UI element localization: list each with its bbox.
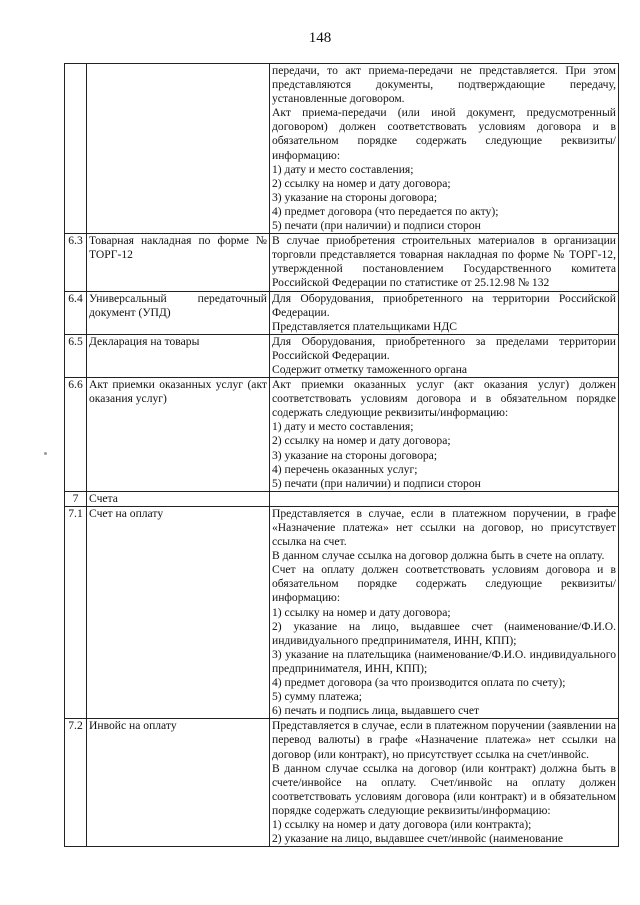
requirement-paragraph: 1) ссылку на номер и дату договора;	[272, 605, 451, 619]
requirement-paragraph: 5) печати (при наличии) и подписи сторон	[272, 219, 481, 233]
table-row	[65, 291, 619, 334]
requirement-paragraph: Представляется в случае, если в платежном поручении (заявлении на перевод валюты) в графе «Назначение платежа» нет ссылки на договор (или контракт), но присутствует ссылка на счет/инвойс.	[272, 719, 616, 761]
row-number: 7.2	[65, 719, 87, 847]
requirement-paragraph: Акт приема-передачи (или иной документ, предусмотренный договором) должен соответствовать условиям договора и в обязательном порядке содержать следующие реквизиты/информацию:	[272, 106, 616, 162]
document-requirements	[270, 234, 619, 291]
document-name: Товарная накладная по форме № ТОРГ-12	[87, 234, 270, 291]
table-row	[65, 234, 619, 291]
document-name: Универсальный передаточный документ (УПД)	[87, 291, 270, 334]
table-body	[65, 64, 619, 847]
document-requirements	[270, 291, 619, 334]
requirement-paragraph: Содержит отметку таможенного органа	[272, 362, 468, 376]
document-name: Счета	[87, 491, 270, 506]
row-number: 6.3	[65, 234, 87, 291]
row-number: 6.5	[65, 334, 87, 377]
requirement-paragraph: 3) указание на стороны договора;	[272, 448, 438, 462]
document-requirements	[270, 506, 619, 718]
requirement-paragraph: 3) указание на стороны договора;	[272, 190, 438, 204]
document-requirements	[270, 719, 619, 847]
requirement-paragraph: Представляется в случае, если в платежном поручении, в графе «Назначение платежа» нет ссылки на договор, но присутствует ссылка на счет.	[272, 506, 616, 549]
requirement-paragraph: Представляется плательщиками НДС	[272, 319, 458, 333]
row-number: 6.4	[65, 291, 87, 334]
requirement-paragraph: 4) перечень оказанных услуг;	[272, 462, 418, 476]
requirement-paragraph: Для Оборудования, приобретенного за пределами территории Российской Федерации.	[272, 334, 616, 362]
requirement-paragraph: 2) ссылку на номер и дату договора;	[272, 434, 451, 448]
requirement-paragraph: В данном случае ссылка на договор должна быть в счете на оплату.	[272, 549, 605, 563]
requirement-paragraph: В случае приобретения строительных материалов в организации торговли представляется товарная накладная по форме № ТОРГ-12, утвержденной постановлением Государственного комитета Российской Федерации по статистике от 25.12.98 № 132	[272, 234, 616, 290]
requirement-paragraph: Для Оборудования, приобретенного на территории Российской Федерации.	[272, 291, 616, 319]
requirement-paragraph: Акт приемки оказанных услуг (акт оказания услуг) должен соответствовать условиям договора и в обязательном порядке содержать следующие реквизиты/информацию:	[272, 378, 616, 420]
requirement-paragraph: 6) печать и подпись лица, выдавшего счет	[272, 704, 480, 718]
requirement-paragraph: 2) указание на лицо, выдавшее счет (наименование/Ф.И.О. индивидуального предпринимателя, ИНН, КПП);	[272, 619, 616, 647]
requirement-paragraph: 2) ссылку на номер и дату договора;	[272, 176, 451, 190]
row-number: 7.1	[65, 506, 87, 718]
requirement-paragraph: 4) предмет договора (за что производится оплата по счету);	[272, 676, 566, 690]
requirement-paragraph: 1) дату и место составления;	[272, 162, 414, 176]
page-number: 148	[308, 30, 332, 46]
row-number: 7	[65, 491, 87, 506]
document-name: Счет на оплату	[87, 506, 270, 718]
document-requirements	[270, 378, 619, 492]
requirement-paragraph: 1) ссылку на номер и дату договора (или контракта);	[272, 817, 532, 831]
document-name: Инвойс на оплату	[87, 719, 270, 847]
requirement-paragraph: В данном случае ссылка на договор (или контракт) должна быть в счете/инвойсе на оплату. Счет/инвойс на оплату должен соответствовать условиям договора (или контракт) и в обязательном порядке содержать следующие реквизиты/информацию:	[272, 761, 616, 817]
table-row	[65, 719, 619, 847]
document-requirements	[270, 491, 619, 506]
requirement-paragraph: Счет на оплату должен соответствовать условиям договора и в обязательном порядке содержать следующие реквизиты/информацию:	[272, 563, 616, 605]
requirement-paragraph: 2) указание на лицо, выдавшее счет/инвойс (наименование	[272, 832, 564, 846]
scan-speck	[44, 452, 47, 455]
table-row	[65, 378, 619, 492]
document-name: Акт приемки оказанных услуг (акт оказания услуг)	[87, 378, 270, 492]
requirement-paragraph: 5) сумму платежа;	[272, 690, 362, 704]
row-number: 6.6	[65, 378, 87, 492]
table-row	[65, 491, 619, 506]
requirement-paragraph: 1) дату и место составления;	[272, 420, 414, 434]
table-row	[65, 506, 619, 718]
document-requirements	[270, 334, 619, 377]
row-number	[65, 64, 87, 234]
table-row	[65, 334, 619, 377]
table-row	[65, 64, 619, 234]
requirement-paragraph: 4) предмет договора (что передается по акту);	[272, 204, 499, 218]
requirement-paragraph: 5) печати (при наличии) и подписи сторон	[272, 476, 481, 490]
requirement-paragraph: передачи, то акт приема-передачи не представляется. При этом представляются документы, подтверждающие передачу, установленные договором.	[272, 64, 616, 106]
requirements-table	[64, 63, 619, 847]
document-name	[87, 64, 270, 234]
document-requirements	[270, 64, 619, 234]
requirement-paragraph: 3) указание на плательщика (наименование/Ф.И.О. индивидуального предпринимателя, ИНН, КПП);	[272, 647, 616, 675]
document-name: Декларация на товары	[87, 334, 270, 377]
